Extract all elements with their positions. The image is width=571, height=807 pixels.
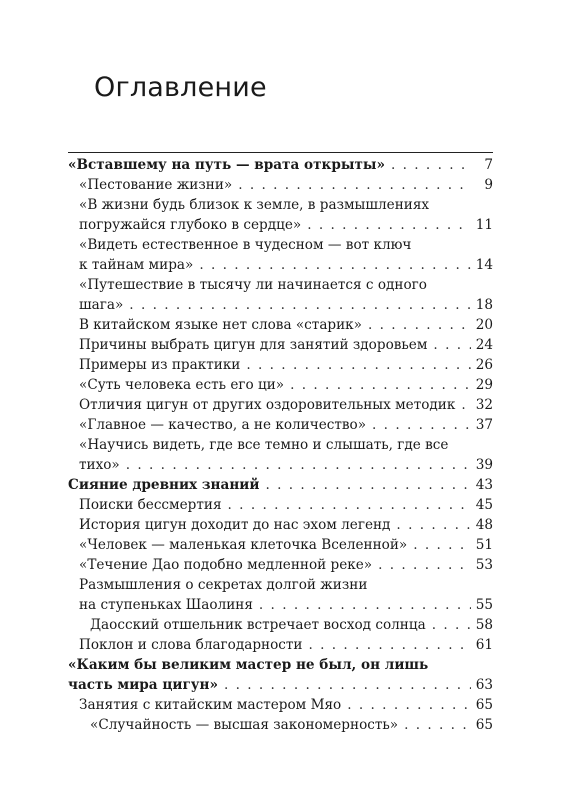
toc-entry-title-line: «Вставшему на путь — врата открыты» xyxy=(68,157,385,173)
dot-leader xyxy=(307,215,471,235)
toc-section-entry xyxy=(68,335,493,355)
toc-entry-title-line: Даосский отшельник встречает восход солнца xyxy=(90,617,426,633)
toc-entry-title-line: Примеры из практики xyxy=(79,357,241,373)
toc-section-entry xyxy=(68,275,493,315)
dot-leader xyxy=(308,635,471,655)
toc-entry-title-line: Отличия цигун от других оздоровительных методик xyxy=(79,397,456,413)
toc-entry-title-line: «Суть человека есть его ци» xyxy=(79,377,285,393)
toc-page-number: 14 xyxy=(475,257,493,273)
toc-entry-title-line: «Человек — маленькая клеточка Вселенной» xyxy=(79,537,408,553)
toc-entry-title-line: «Течение Дао подобно медленной реке» xyxy=(79,557,373,573)
dot-leader xyxy=(228,495,471,515)
toc-chapter-entry xyxy=(68,475,493,495)
toc-page-number: 65 xyxy=(475,717,493,733)
toc-page-number: 37 xyxy=(475,417,493,433)
toc-page-number: 63 xyxy=(475,677,493,693)
dot-leader xyxy=(391,155,471,175)
toc-page-number: 32 xyxy=(475,397,493,413)
dot-leader xyxy=(126,455,471,475)
toc-section-entry xyxy=(68,715,493,735)
toc-page-number: 55 xyxy=(475,597,493,613)
toc-section-entry xyxy=(68,175,493,195)
toc-page-number: 58 xyxy=(475,617,493,633)
toc-page-number: 39 xyxy=(475,457,493,473)
dot-leader xyxy=(368,315,471,335)
toc-page-number: 53 xyxy=(475,557,493,573)
toc-entry-title-line: «Главное — качество, а не количество» xyxy=(79,417,367,433)
toc-section-entry xyxy=(68,515,493,535)
toc-page-number: 26 xyxy=(475,357,493,373)
toc-page-number: 61 xyxy=(475,637,493,653)
toc-section-entry xyxy=(68,435,493,475)
dot-leader xyxy=(265,475,471,495)
dot-leader xyxy=(347,695,471,715)
toc-section-entry xyxy=(68,375,493,395)
toc-page-number: 51 xyxy=(475,537,493,553)
dot-leader xyxy=(290,375,471,395)
toc-entry-title-line: шага» xyxy=(79,297,124,313)
toc-section-entry xyxy=(68,235,493,275)
toc-page-number: 9 xyxy=(484,177,493,193)
toc-entry-title-line: История цигун доходит до нас эхом легенд xyxy=(79,517,391,533)
dot-leader xyxy=(433,335,471,355)
toc-page-number: 29 xyxy=(475,377,493,393)
toc-page-number: 7 xyxy=(484,157,493,173)
toc-section-entry xyxy=(68,395,493,415)
page-title: Оглавление xyxy=(94,72,267,103)
toc-page-number: 48 xyxy=(475,517,493,533)
toc-entry-title-line: Сияние древних знаний xyxy=(68,477,260,493)
toc-chapter-entry xyxy=(68,655,493,695)
toc-section-entry xyxy=(68,635,493,655)
toc-entry-title-line: часть мира цигун» xyxy=(68,677,218,693)
dot-leader xyxy=(378,555,471,575)
toc-entry-title-line: погружайся глубоко в сердце» xyxy=(79,217,302,233)
toc-section-entry xyxy=(68,695,493,715)
toc-entry-title-line: тихо» xyxy=(79,457,120,473)
toc-entry-title-line: к тайнам мира» xyxy=(79,257,194,273)
toc-section-entry xyxy=(68,415,493,435)
toc-entry-title-line: Занятия с китайским мастером Мяо xyxy=(79,697,342,713)
toc-entry-title-line: «Пестование жизни» xyxy=(79,177,233,193)
dot-leader xyxy=(461,395,471,415)
toc-entry-title-line: Поклон и слова благодарности xyxy=(79,637,303,653)
toc-section-entry xyxy=(68,195,493,235)
toc-entry-title-line: «Каким бы великим мастер не был, он лишь xyxy=(68,657,429,673)
toc-entry-title-line: Причины выбрать цигун для занятий здоровьем xyxy=(79,337,428,353)
dot-leader xyxy=(396,515,471,535)
dot-leader xyxy=(238,175,471,195)
toc-page-number: 20 xyxy=(475,317,493,333)
toc-section-entry xyxy=(68,355,493,375)
dot-leader xyxy=(404,715,471,735)
toc-page-number: 45 xyxy=(475,497,493,513)
toc-entry-title-line: «Видеть естественное в чудесном — вот ключ xyxy=(79,237,412,253)
toc-entry-title-line: Поиски бессмертия xyxy=(79,497,222,513)
toc-entry-title-line: В китайском языке нет слова «старик» xyxy=(79,317,362,333)
toc-section-entry xyxy=(68,555,493,575)
toc-entry-title-line: на ступеньках Шаолиня xyxy=(79,597,253,613)
toc-section-entry xyxy=(68,615,493,635)
toc-page-number: 11 xyxy=(475,217,493,233)
dot-leader xyxy=(129,295,471,315)
toc-page-number: 65 xyxy=(475,697,493,713)
toc-section-entry xyxy=(68,495,493,515)
toc-section-entry xyxy=(68,315,493,335)
toc-entry-title-line: «Случайность — высшая закономерность» xyxy=(90,717,399,733)
dot-leader xyxy=(413,535,471,555)
toc-section-entry xyxy=(68,575,493,615)
title-divider xyxy=(68,152,493,153)
dot-leader xyxy=(199,255,471,275)
toc-chapter-entry xyxy=(68,155,493,175)
dot-leader xyxy=(372,415,471,435)
table-of-contents xyxy=(68,155,493,735)
toc-page-number: 18 xyxy=(475,297,493,313)
toc-entry-title-line: Размышления о секретах долгой жизни xyxy=(79,577,368,593)
toc-section-entry xyxy=(68,535,493,555)
dot-leader xyxy=(259,595,471,615)
toc-entry-title-line: «Путешествие в тысячу ли начинается с одного xyxy=(79,277,427,293)
dot-leader xyxy=(246,355,471,375)
toc-entry-title-line: «Научись видеть, где все темно и слышать, где все xyxy=(79,437,449,453)
dot-leader xyxy=(432,615,471,635)
toc-entry-title-line: «В жизни будь близок к земле, в размышлениях xyxy=(79,197,430,213)
dot-leader xyxy=(224,675,471,695)
toc-page-number: 24 xyxy=(475,337,493,353)
toc-page-number: 43 xyxy=(475,477,493,493)
